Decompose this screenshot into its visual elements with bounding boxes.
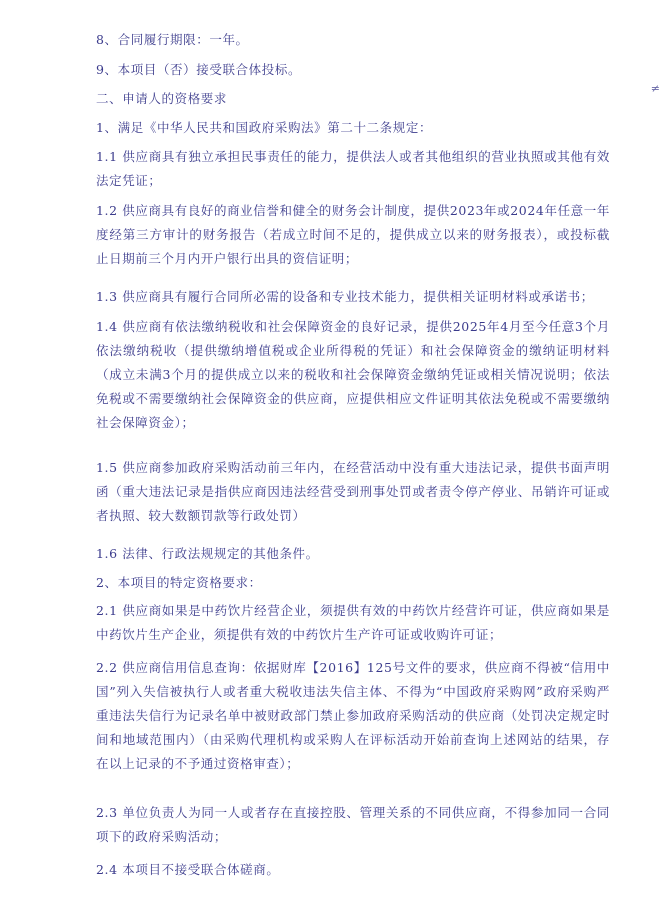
requirement-2-1: 2.1 供应商如果是中药饮片经营企业，须提供有效的中药饮片经营许可证，供应商如果是中药饮片生产企业，须提供有效的中药饮片生产许可证或收购许可证； [96,603,610,642]
margin-mark: ≠ [650,82,660,95]
section-heading-qualifications: 二、申请人的资格要求 [96,91,228,106]
requirement-2-4: 2.4 本项目不接受联合体磋商。 [96,862,280,877]
requirement-2-3: 2.3 单位负责人为同一人或者存在直接控股、管理关系的不同供应商，不得参加同一合同项下的政府采购活动； [96,805,610,844]
requirement-1-1: 1.1 供应商具有独立承担民事责任的能力，提供法人或者其他组织的营业执照或其他有效法定凭证； [96,149,610,188]
requirement-1-5: 1.5 供应商参加政府采购活动前三年内，在经营活动中没有重大违法记录，提供书面声明函（重大违法记录是指供应商因违法经营受到刑事处罚或者责令停产停业、吊销许可证或者执照、较大数额罚款等行政处罚） [96,460,610,523]
requirement-2-2: 2.2 供应商信用信息查询：依据财库【2016】125号文件的要求，供应商不得被“信用中国”列入失信被执行人或者重大税收违法失信主体、不得为“中国政府采购网”政府采购严重违法失信行为记录名单中被财政部门禁止参加政府采购活动的供应商（处罚决定规定时间和地域范围内）（由采购代理机构或采购人在评标活动开始前查询上述网站的结果，存在以上记录的不予通过资格审查）； [96,660,610,771]
requirement-1-6: 1.6 法律、行政法规规定的其他条件。 [96,546,319,561]
consortium-bid-item: 9、本项目（否）接受联合体投标。 [96,62,302,77]
requirement-1-2: 1.2 供应商具有良好的商业信誉和健全的财务会计制度，提供2023年或2024年任意一年度经第三方审计的财务报告（若成立时间不足的，提供成立以来的财务报表），或投标截止日期前三个月内开户银行出具的资信证明； [96,203,610,266]
requirement-1-3: 1.3 供应商具有履行合同所必需的设备和专业技术能力，提供相关证明材料或承诺书； [96,289,594,304]
contract-period-item: 8、合同履行期限：一年。 [96,32,249,47]
requirement-1: 1、满足《中华人民共和国政府采购法》第二十二条规定： [96,120,433,135]
requirement-1-4: 1.4 供应商有依法缴纳税收和社会保障资金的良好记录，提供2025年4月至今任意3个月依法缴纳税收（提供缴纳增值税或企业所得税的凭证）和社会保障资金的缴纳证明材料（成立未满3个月的提供成立以来的税收和社会保障资金缴纳凭证或相关情况说明；依法免税或不需要缴纳社会保障资金的供应商，应提供相应文件证明其依法免税或不需要缴纳社会保障资金）； [96,319,610,430]
special-requirements-heading: 2、本项目的特定资格要求： [96,575,262,590]
